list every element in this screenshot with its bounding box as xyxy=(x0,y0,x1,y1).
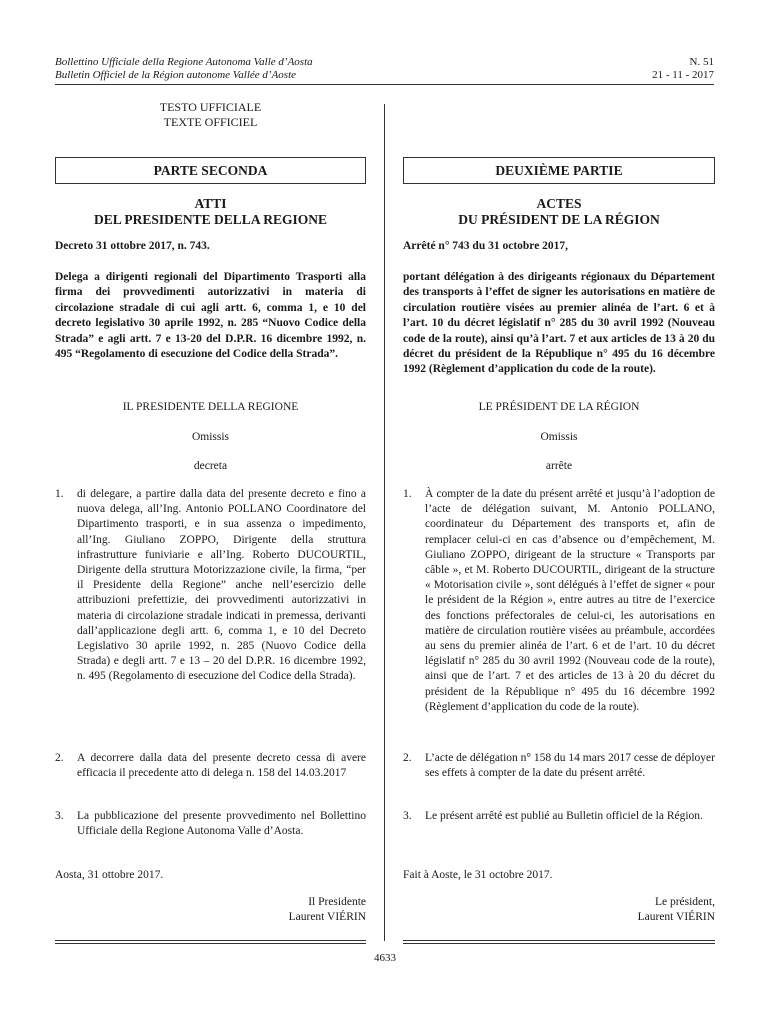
verb-fr: arrête xyxy=(545,460,573,472)
place-date-it: Aosta, 31 ottobre 2017. xyxy=(55,869,164,881)
signature-it xyxy=(55,895,366,925)
item-number: 1. xyxy=(55,488,64,500)
list-item-it-2 xyxy=(55,751,366,781)
section-title-it-line1: ATTI xyxy=(194,196,227,211)
item-number: 3. xyxy=(403,810,412,822)
authority-it: IL PRESIDENTE DELLA REGIONE xyxy=(122,401,299,413)
item-text: di delegare, a partire dalla data del presente decreto e fino a nuova delega, all’Ing. Antonio POLLANO Coordinatore del Dipartimento trasporti, e in sua assenza o impedimento, all’Ing. Giuliano ZOPPO, Dirigente della struttura infrastrutture funiviarie e all’Ing. Roberto DUCOURTIL, Dirigente della struttura Motorizzazione civile, la firma, “per il Presidente della Regione” anche nell’esercizio delle attribuzioni prefettizie, dei provvedimenti autorizzativi in materia di circolazione stradale indicati in premessa, derivanti dall’applicazione degli artt. 6, comma 1, e 10 del Decreto Legislativo 30 aprile 1992, n. 285 (Nuovo Codice della Strada) e degli artt. 7 e 13 – 20 del D.P.R. 16 dicembre 1992, n. 495 (Regolamento di esecuzione del Codice della Strada). xyxy=(77,488,366,683)
issue-date: 21 - 11 - 2017 xyxy=(652,69,714,81)
item-number: 2. xyxy=(403,752,412,764)
section-title-fr-line2: DU PRÉSIDENT DE LA RÉGION xyxy=(458,212,660,227)
signer-title-fr: Le président, xyxy=(654,896,715,908)
section-title-it-line2: DEL PRESIDENTE DELLA REGIONE xyxy=(94,212,327,227)
item-number: 2. xyxy=(55,752,64,764)
decree-subject-fr: portant délégation à des dirigeants régionaux du Département des transports à l’effet de signer les autorisations en matière de circulation routière visées au premier alinéa de l’art. 6 et à l’art. 10 du décret législatif n° 285 du 30 avril 1992 (Nouveau code de la route), ainsi qu’à l’art. 7 et aux articles de 13 à 20 du décret du président de la République n° 495 du 16 décembre 1992 (Règlement d’application du code de la route). xyxy=(403,271,715,376)
bulletin-title xyxy=(55,56,313,82)
decree-reference-fr: Arrêté n° 743 du 31 octobre 2017, xyxy=(403,240,569,252)
item-text: La pubblicazione del presente provvedimento nel Bollettino Ufficiale della Regione Autonoma Valle d’Aosta. xyxy=(77,810,366,838)
issue-number: N. 51 xyxy=(689,56,714,68)
signer-name-it: Laurent VIÉRIN xyxy=(288,911,366,923)
item-text: L’acte de délégation n° 158 du 14 mars 2017 cesse de déployer ses effets à compter de la date du présent arrêté. xyxy=(425,752,715,780)
omissis-it: Omissis xyxy=(191,431,230,443)
list-item-fr-2 xyxy=(403,751,715,781)
decree-reference-it: Decreto 31 ottobre 2017, n. 743. xyxy=(55,240,210,252)
signer-name-fr: Laurent VIÉRIN xyxy=(637,911,715,923)
footer-divider-right xyxy=(403,940,715,944)
column-divider xyxy=(384,104,385,941)
signature-fr xyxy=(403,895,715,925)
list-item-it-3 xyxy=(55,809,366,839)
list-item-fr-1 xyxy=(403,487,715,715)
item-text: Le présent arrêté est publié au Bulletin officiel de la Région. xyxy=(425,810,703,822)
page-number: 4633 xyxy=(374,952,396,964)
decree-subject-it: Delega a dirigenti regionali del Dipartimento Trasporti alla firma dei provvedimenti autorizzativi in materia di circolazione stradale di cui agli artt. 6, comma 1, e 10 del decreto legislativo 30 aprile 1992, n. 285 “Nuovo Codice della Strada” e agli artt. 7 e 13-20 del D.P.R. 16 dicembre 1992, n. 495 “Regolamento di esecuzione del Codice della Strada”. xyxy=(55,271,366,361)
bulletin-issue xyxy=(652,56,714,82)
footer-divider-left xyxy=(55,940,366,944)
authority-fr: LE PRÉSIDENT DE LA RÉGION xyxy=(478,401,640,413)
section-title-fr xyxy=(403,196,715,228)
item-text: À compter de la date du présent arrêté et jusqu’à l’adoption de l’acte de délégation suivant, M. Antonio POLLANO, coordinateur du Département des transports et, afin de remplacer celui-ci en cas d’absence ou d’empêchement, M. Giuliano ZOPPO, dirigeant de la structure « Transports par câble », et M. Roberto DUCOURTIL, dirigeant de la structure « Motorisation civile », sont délégués à l’effet de signer « pour le président de la Région », entre autres au titre de l’exercice des fonctions préfectorales de celui-ci, les autorisations en matière de circulation routière visées au préambule, accordées au sens du premier alinéa de l’art. 6 et de l’art. 10 du décret législatif n° 285 du 30 avril 1992 (Nouveau code de la route), ainsi que de l’art. 7 et des articles de 13 à 20 du décret du président de la République n° 495 du 16 décembre 1992 (Règlement d’application du code de la route). xyxy=(425,488,715,713)
signer-title-it: Il Presidente xyxy=(308,896,366,908)
official-text-fr: TEXTE OFFICIEL xyxy=(163,115,258,129)
section-title-fr-line1: ACTES xyxy=(536,196,582,211)
omissis-fr: Omissis xyxy=(540,431,578,443)
bulletin-title-fr: Bulletin Officiel de la Région autonome Vallée d’Aoste xyxy=(55,69,297,81)
bulletin-title-it: Bollettino Ufficiale della Regione Autonoma Valle d’Aosta xyxy=(55,56,313,68)
part-title-it: PARTE SECONDA xyxy=(55,157,366,184)
section-title-it xyxy=(55,196,366,228)
item-number: 3. xyxy=(55,810,64,822)
official-text-it: TESTO UFFICIALE xyxy=(159,100,262,114)
place-date-fr: Fait à Aoste, le 31 octobre 2017. xyxy=(403,869,553,881)
item-number: 1. xyxy=(403,488,412,500)
part-title-fr: DEUXIÈME PARTIE xyxy=(403,157,715,184)
list-item-it-1 xyxy=(55,487,366,685)
item-text: A decorrere dalla data del presente decreto cessa di avere efficacia il precedente atto di delega n. 158 del 14.03.2017 xyxy=(77,752,366,780)
header-divider xyxy=(55,84,714,85)
list-item-fr-3 xyxy=(403,809,715,824)
verb-it: decreta xyxy=(193,460,228,472)
official-text-label xyxy=(55,100,366,130)
